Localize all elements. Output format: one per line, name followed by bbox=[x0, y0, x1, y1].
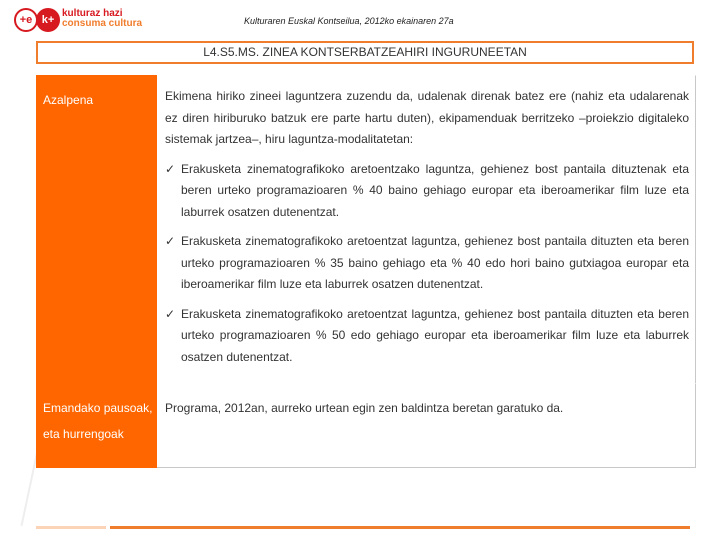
bullet-text: Erakusketa zinematografikoko aretoentzako laguntza, gehienez bost pantaila dituztenak eta beren urteko programazioaren % 40 baino gehiago europar eta iberoamerikar film luze eta laburrek osatzen dutenentzat. bbox=[181, 161, 689, 219]
header-text: Kulturaren Euskal Kontseilua, 2012ko ekainaren 27a bbox=[244, 16, 454, 26]
row-label: Emandako pausoak, eta hurrengoak bbox=[36, 383, 157, 468]
page-title: L4.S5.MS. ZINEA KONTSERBATZEAHIRI INGURUNEETAN bbox=[36, 41, 694, 64]
check-icon: ✓ bbox=[165, 234, 176, 248]
row-content: Programa, 2012an, aurreko urtean egin zen baldintza beretan garatuko da. bbox=[157, 383, 696, 468]
check-icon: ✓ bbox=[165, 306, 176, 321]
bullet-text: Erakusketa zinematografikoko aretoentzat laguntza, gehienez bost pantaila dituzten eta beren urteko programazioaren % 50 edo gehiago europar eta iberoamerikar film luze eta laburrek osatzen dutenentzat. bbox=[181, 306, 689, 364]
logo-text bbox=[62, 9, 142, 29]
bullet-item bbox=[165, 159, 689, 224]
logo-e-circle: +e bbox=[14, 8, 38, 32]
logo-line-2: consuma cultura bbox=[62, 18, 143, 29]
logo-k-circle: k+ bbox=[36, 8, 60, 32]
intro-paragraph: Ekimena hiriko zineei laguntzera zuzendu da, udalenak direnak batez ere (nahiz eta udalarenak ez diren hiriburuko batzuk ere parte hartu duten), ekipamenduak berritzeko –proiekzio digitaleko sistemak jartzea–, hiru laguntza-modalitatetan: bbox=[165, 89, 689, 146]
logo-line-1: kulturaz hazi bbox=[62, 8, 123, 19]
footer-line bbox=[110, 526, 690, 529]
check-icon: ✓ bbox=[165, 161, 176, 176]
row-content bbox=[157, 75, 696, 383]
content-table bbox=[36, 75, 696, 469]
bullet-text: Erakusketa zinematografikoko aretoentzat laguntza, gehienez bost pantaila dituzten eta beren urteko programazioaren % 35 baino gehiago eta % 40 edo hori baino gutxiagoa europar eta iberoamerikar film luze eta laburrek osatzen dutenentzat. bbox=[181, 234, 689, 291]
footer-accent bbox=[36, 526, 106, 529]
table-row-steps bbox=[36, 383, 696, 468]
row-label: Azalpena bbox=[36, 75, 157, 383]
bullet-item bbox=[165, 304, 689, 369]
logo bbox=[14, 6, 144, 40]
table-row-description bbox=[36, 75, 696, 384]
bullet-item bbox=[165, 231, 689, 296]
